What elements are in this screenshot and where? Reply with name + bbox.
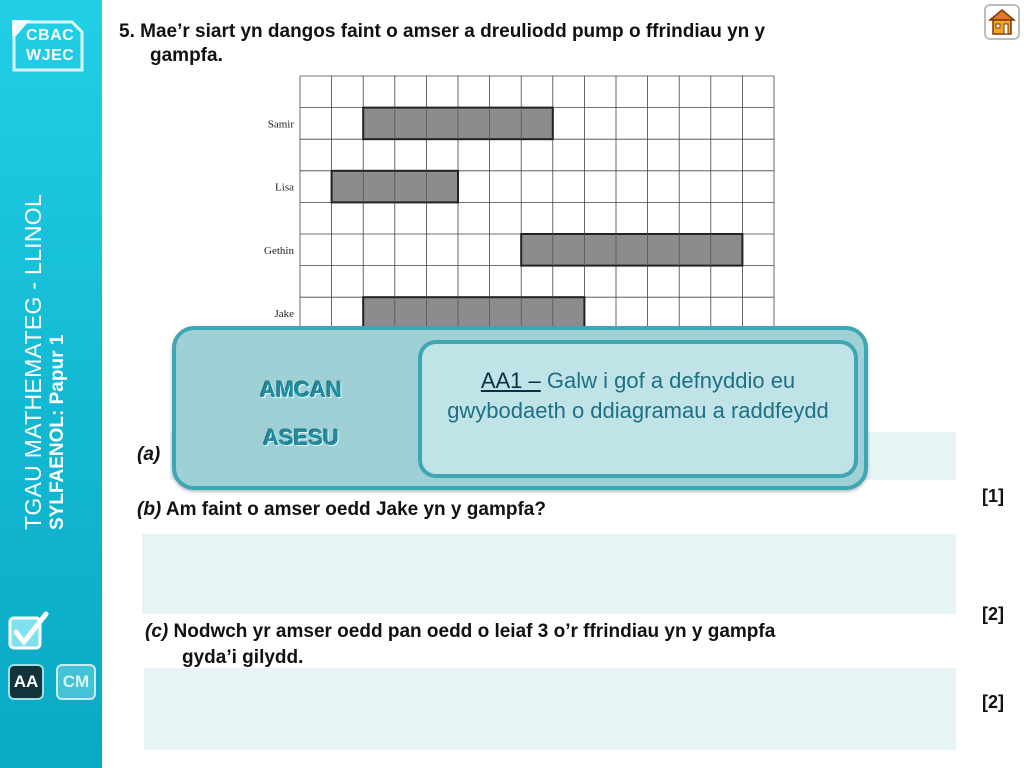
- assessment-objective-panel: [172, 326, 868, 490]
- part-b-label: (b): [137, 499, 162, 520]
- amcan-heading: [206, 366, 396, 462]
- sidebar: [0, 0, 102, 768]
- answer-box-c[interactable]: [144, 668, 956, 750]
- bar-jake: [363, 297, 584, 329]
- mark-a: [1]: [982, 486, 1004, 506]
- part-b-text: Am faint o amser oedd Jake yn y gampfa?: [165, 499, 546, 520]
- checklist-icon[interactable]: [6, 610, 50, 654]
- question-line-2: gampfa.: [150, 45, 223, 66]
- aa-badge-icon[interactable]: AA: [8, 664, 44, 700]
- part-c-cont: [182, 646, 303, 670]
- category-label-samir: Samir: [267, 118, 294, 131]
- part-c-label: (c): [145, 621, 169, 642]
- home-button[interactable]: [984, 4, 1020, 40]
- part-a: [137, 443, 160, 467]
- amcan-line-1: AMCAN: [260, 377, 342, 402]
- objective-description-box: [418, 340, 858, 478]
- cm-badge-icon[interactable]: CM: [56, 664, 96, 700]
- objective-code: AA1 –: [480, 368, 541, 393]
- course-title: [20, 194, 70, 530]
- part-c-line-2: gyda’i gilydd.: [182, 647, 304, 668]
- part-c-line-1: Nodwch yr amser oedd pan oedd o leiaf 3 o’r ffrindiau yn y gampfa: [173, 621, 776, 642]
- gantt-chart-svg: [240, 72, 780, 342]
- home-icon: [986, 6, 1018, 38]
- question-text: [119, 20, 939, 68]
- bar-gethin: [521, 234, 742, 266]
- part-b: [137, 498, 546, 522]
- logo-line-1: CBAC: [26, 27, 75, 44]
- question-line-1: 5. Mae’r siart yn dangos faint o amser a dreuliodd pump o ffrindiau yn y: [119, 21, 766, 42]
- answer-box-b[interactable]: [142, 534, 956, 614]
- amcan-line-2: ASESU: [263, 425, 339, 450]
- gantt-chart: [240, 72, 780, 347]
- category-label-lisa: Lisa: [275, 181, 294, 194]
- paper-name: SYLFAENOL: Papur 1: [47, 334, 68, 530]
- category-label-gethin: Gethin: [264, 244, 294, 257]
- mark-b: [2]: [982, 604, 1004, 624]
- logo-line-2: WJEC: [26, 47, 75, 64]
- part-c: [145, 620, 775, 644]
- cbac-wjec-logo: [12, 18, 84, 74]
- part-a-label: (a): [137, 444, 161, 465]
- category-label-jake: Jake: [274, 308, 294, 320]
- mark-c: [2]: [982, 692, 1004, 712]
- objective-description: Galw i gof a defnyddio eu gwybodaeth o ddiagramau a raddfeydd: [447, 368, 829, 423]
- course-name: TGAU MATHEMATEG - LLINOL: [20, 193, 46, 530]
